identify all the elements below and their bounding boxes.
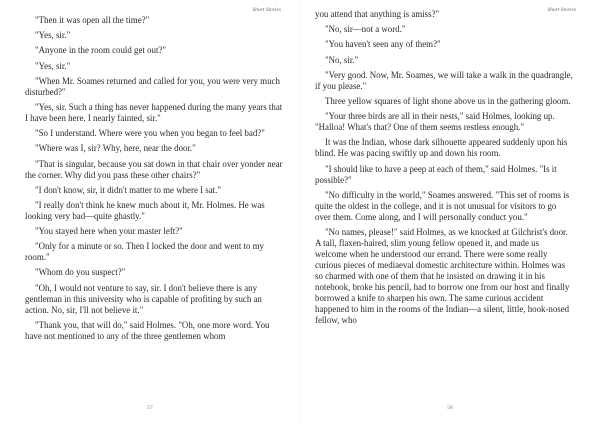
page-text xyxy=(25,15,284,342)
paragraph: "Where was I, sir? Why, here, near the door." xyxy=(35,143,196,154)
paragraph: "Your three birds are all in their nests," said Holmes, looking up. "Halloa! What's that? One of them seems restless enough." xyxy=(315,111,555,133)
paragraph: you attend that anything is amiss?" xyxy=(315,9,440,19)
paragraph: "So I understand. Where were you when you began to feel bad?" xyxy=(35,128,265,139)
paragraph: It was the Indian, whose dark silhouette appeared suddenly upon his blind. He was pacing swiftly up and down his room. xyxy=(315,137,568,159)
paragraph: "Yes, sir." xyxy=(35,30,71,41)
paragraph: "When Mr. Soames returned and called for you, you were very much disturbed?" xyxy=(25,75,280,97)
right-page xyxy=(300,0,600,424)
running-head: Short Stories xyxy=(252,7,281,13)
page-number: 58 xyxy=(447,405,453,411)
paragraph: "Oh, I would not venture to say, sir. I don't believe there is any gentleman in this university who is capable of profiting by such an action. No, sir, I'll not believe it." xyxy=(25,282,262,315)
paragraph: "I really don't think he knew much about it, Mr. Holmes. He was looking very bad—quite ghastly." xyxy=(25,199,265,221)
paragraph: "Yes, sir." xyxy=(35,60,71,71)
paragraph: "That is singular, because you sat down in that chair over yonder near the corner. Why did you pass these other chairs?" xyxy=(25,158,283,180)
paragraph: "You haven't seen any of them?" xyxy=(325,39,441,50)
paragraph: "You stayed here when your master left?" xyxy=(35,226,183,237)
paragraph: "Thank you, that will do," said Holmes. "Oh, one more word. You have not mentioned to any of the three gentlemen whom xyxy=(25,319,270,341)
paragraph: "Whom do you suspect?" xyxy=(35,267,126,278)
paragraph: "Very good. Now, Mr. Soames, we will take a walk in the quadrangle, if you please." xyxy=(315,69,573,91)
paragraph: "No, sir—not a word." xyxy=(325,24,406,35)
paragraph: "Only for a minute or so. Then I locked the door and went to my room." xyxy=(25,241,264,263)
paragraph: "I should like to have a peep at each of them," said Holmes. "Is it possible?" xyxy=(315,163,557,185)
paragraph: "Yes, sir. Such a thing has never happened during the many years that I have been here. I nearly fainted, sir." xyxy=(25,101,283,123)
paragraph: Three yellow squares of light shone above us in the gathering gloom. xyxy=(325,95,571,106)
paragraph: "I don't know, sir, it didn't matter to me where I sat." xyxy=(35,184,221,195)
paragraph: "Anyone in the room could get out?" xyxy=(35,45,166,56)
paragraph: "No names, please!" said Holmes, as we knocked at Gilchrist's door. A tall, flaxen-haired, slim young fellow opened it, and made us welcome when he understood our errand. There were some really curious pieces of mediaeval domestic architecture within. Holmes was so charmed with one of them that he insisted on drawing it in his notebook, broke his pencil, had to borrow one from our host and finally borrowed a knife to sharpen his own. The same curious accident happened to him in the rooms of the Indian—a silent, little, hook-nosed fellow, who xyxy=(315,226,570,325)
page-text xyxy=(315,9,573,326)
paragraph: "Then it was open all the time?" xyxy=(35,15,150,25)
running-head: Short Stories xyxy=(547,7,576,13)
paragraph: "No, sir." xyxy=(325,54,359,65)
page-number: 57 xyxy=(147,405,153,411)
paragraph: "No difficulty in the world," Soames answered. "This set of rooms is quite the oldest in the college, and it is not unusual for visitors to go over them. Come along, and I will personally conduct you." xyxy=(315,189,570,222)
